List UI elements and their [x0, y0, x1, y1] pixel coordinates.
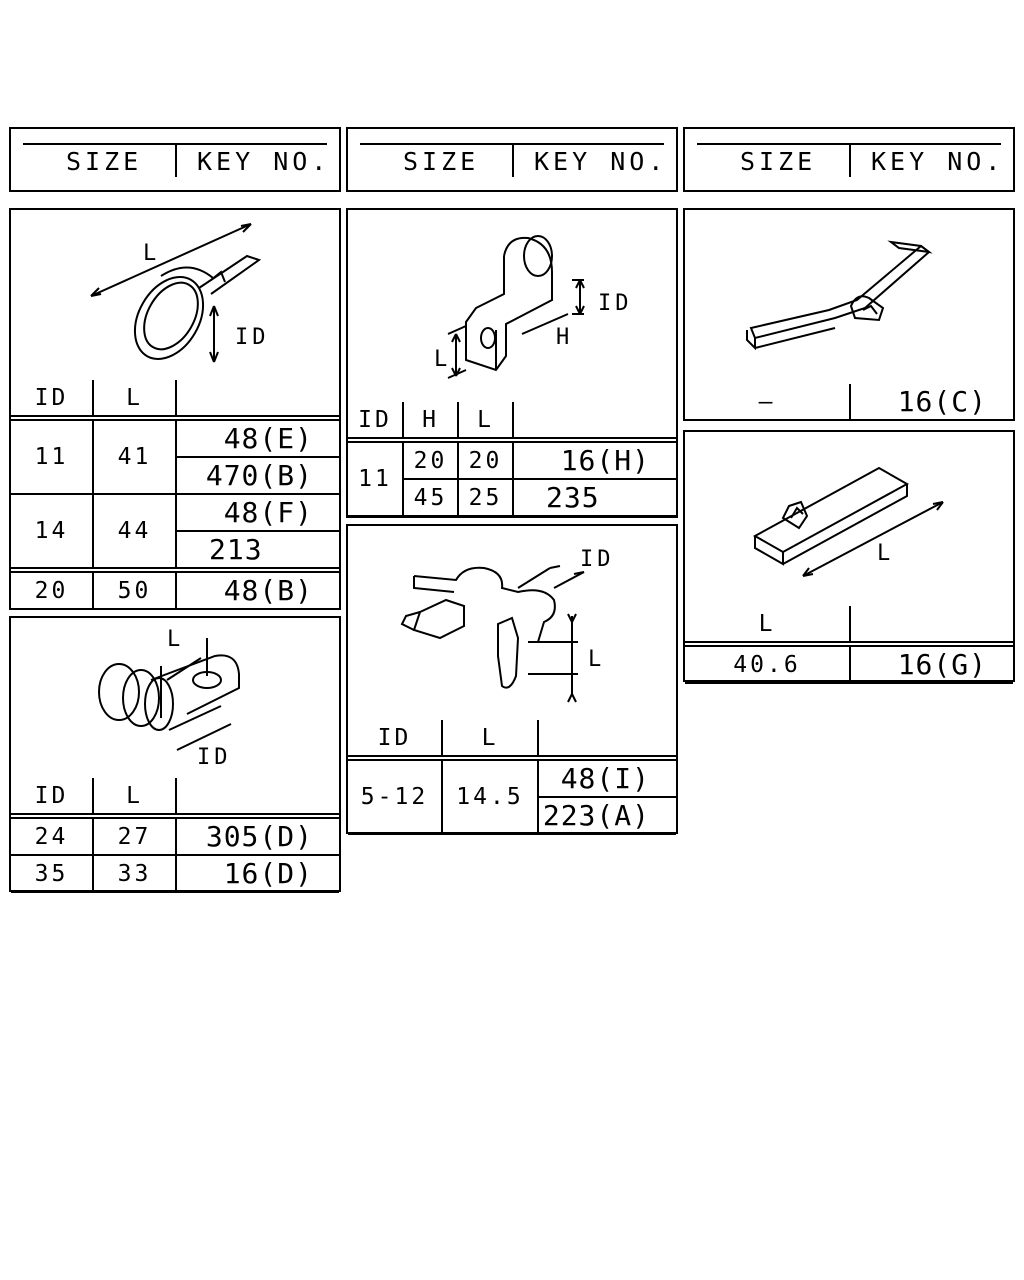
- col-l: L: [93, 380, 176, 418]
- dim-l-label: L: [588, 647, 602, 672]
- cell-key: 470(B): [176, 457, 339, 494]
- strap-clip-figure: [685, 210, 1013, 384]
- col-key: [513, 402, 676, 440]
- ring-clip-figure: [11, 210, 339, 380]
- panel-push-clip: [346, 524, 678, 834]
- dim-id-label: ID: [197, 745, 232, 770]
- cell-l: 40.6: [685, 644, 850, 683]
- cell-key: 305(D): [176, 816, 339, 855]
- col-id: ID: [348, 720, 442, 758]
- header-col-3: [683, 127, 1015, 192]
- cell-l: 25: [458, 479, 513, 516]
- loop-clamp-table: [11, 778, 339, 893]
- col-key: [176, 380, 339, 418]
- cell-key: 16(D): [176, 855, 339, 892]
- cell-id: 11: [11, 418, 93, 494]
- cell-key: 16(G): [850, 644, 1013, 683]
- cell-id: 24: [11, 816, 93, 855]
- col-id: ID: [11, 380, 93, 418]
- cell-key: 16(H): [513, 440, 676, 479]
- col-key: [850, 606, 1013, 644]
- cell-l: 44: [93, 494, 176, 570]
- cell-size: —: [685, 384, 850, 420]
- dim-h-label: H: [556, 325, 570, 350]
- panel-strap-clip: [683, 208, 1015, 421]
- strap-clip-length-figure: [685, 432, 1013, 606]
- cell-key: 235: [513, 479, 676, 516]
- cell-id: 14: [11, 494, 93, 570]
- cell-l: 41: [93, 418, 176, 494]
- size-header: SIZE: [403, 147, 480, 176]
- cell-key: 48(B): [176, 570, 339, 609]
- col-l: L: [93, 778, 176, 816]
- cell-key: 16(C): [850, 384, 1013, 420]
- ring-clip-table: [11, 380, 339, 610]
- loop-clamp-figure: [11, 618, 339, 778]
- col-id: ID: [11, 778, 93, 816]
- col-key: [176, 778, 339, 816]
- col-h: H: [403, 402, 458, 440]
- size-header: SIZE: [66, 147, 143, 176]
- cell-h: 20: [403, 440, 458, 479]
- key-no-header: KEY NO.: [197, 147, 331, 176]
- dim-l-label: L: [434, 347, 448, 372]
- cell-l: 27: [93, 816, 176, 855]
- size-header: SIZE: [740, 147, 817, 176]
- col-l: L: [685, 606, 850, 644]
- col-id: ID: [348, 402, 403, 440]
- cell-id: 35: [11, 855, 93, 892]
- cell-key: 48(F): [176, 494, 339, 531]
- dim-id-label: ID: [598, 291, 633, 316]
- strap-clip-length-table: [685, 606, 1013, 684]
- panel-strap-clip-length: [683, 430, 1015, 682]
- bracket-clamp-table: [348, 402, 676, 517]
- bracket-clamp-figure: [348, 210, 676, 402]
- dim-id-label: ID: [235, 325, 270, 350]
- dim-l-label: L: [167, 627, 181, 652]
- cell-key: 48(I): [538, 758, 676, 797]
- key-no-header: KEY NO.: [871, 147, 1005, 176]
- panel-loop-clamp: [9, 616, 341, 892]
- col-key: [538, 720, 676, 758]
- header-col-1: [9, 127, 341, 192]
- col-l: L: [442, 720, 538, 758]
- panel-bracket-clamp: [346, 208, 678, 518]
- cell-key: 223(A): [538, 797, 676, 834]
- cell-id: 20: [11, 570, 93, 609]
- panel-ring-clip: [9, 208, 341, 610]
- cell-key: 48(E): [176, 418, 339, 457]
- dim-l-label: L: [143, 241, 157, 266]
- dim-l-label: L: [877, 541, 891, 566]
- cell-l: 50: [93, 570, 176, 609]
- cell-id: 11: [348, 440, 403, 516]
- cell-key: 213: [176, 531, 339, 570]
- push-clip-table: [348, 720, 676, 835]
- col-l: L: [458, 402, 513, 440]
- dim-id-label: ID: [580, 547, 615, 572]
- strap-clip-table: [685, 384, 1013, 421]
- cell-id: 5-12: [348, 758, 442, 834]
- header-col-2: [346, 127, 678, 192]
- key-no-header: KEY NO.: [534, 147, 668, 176]
- cell-l: 33: [93, 855, 176, 892]
- cell-l: 20: [458, 440, 513, 479]
- cell-l: 14.5: [442, 758, 538, 834]
- push-clip-figure: [348, 526, 676, 720]
- cell-h: 45: [403, 479, 458, 516]
